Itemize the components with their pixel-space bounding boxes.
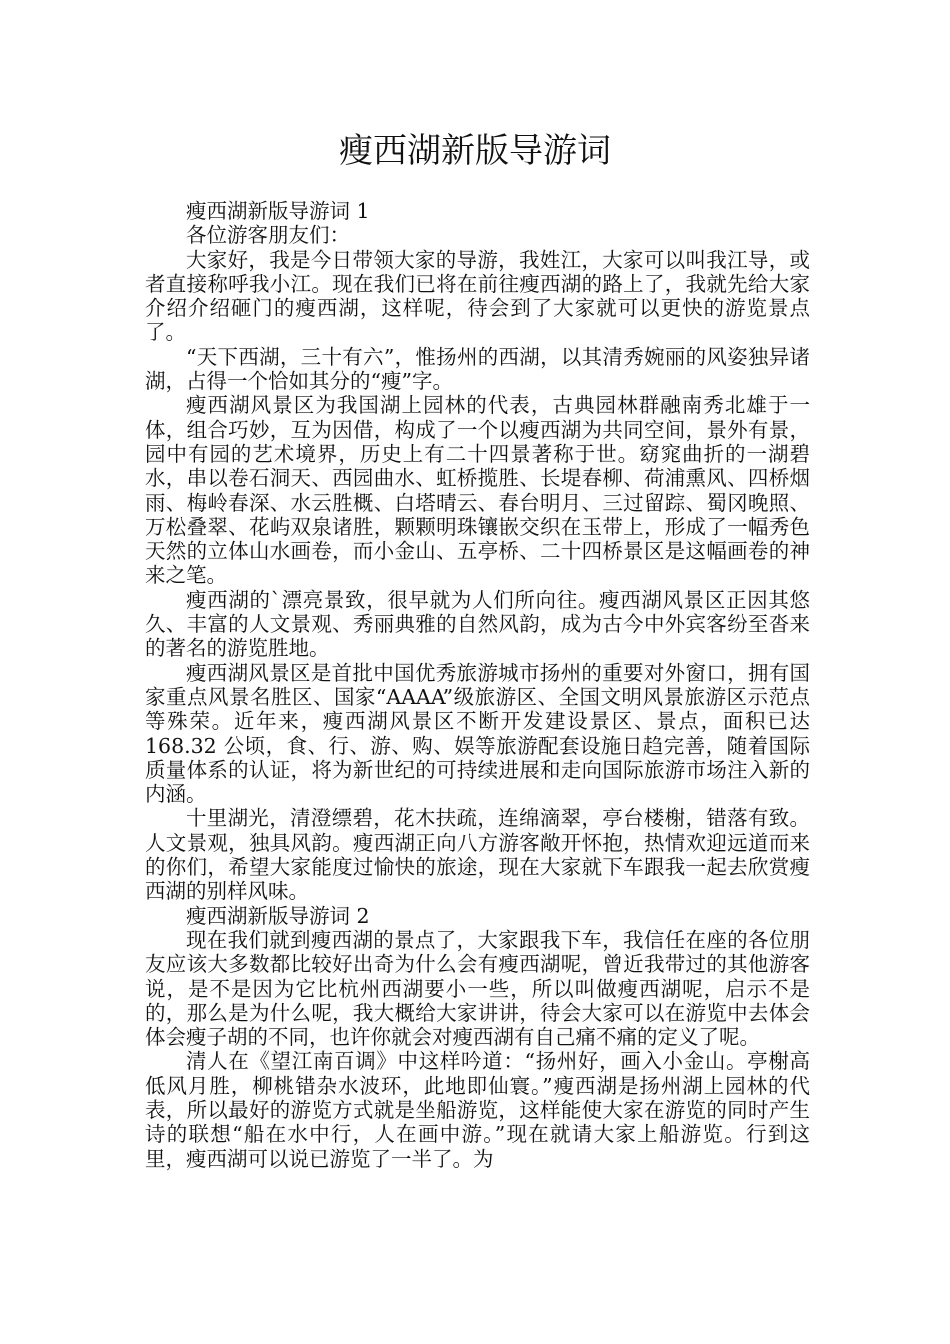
body-paragraph: “天下西湖，三十有六”，惟扬州的西湖，以其清秀婉丽的风姿独异诸湖，占得一个恰如其分的“瘦”字。 (145, 344, 810, 394)
body-paragraph: 现在我们就到瘦西湖的景点了，大家跟我下车，我信任在座的各位朋友应该大多数都比较好出奇为什么会有瘦西湖呢，曾近我带过的其他游客说，是不是因为它比杭州西湖要小一些，所以叫做瘦西湖呢，启示不是的，那么是为什么呢，我大概给大家讲讲，待会大家可以在游览中去体会体会瘦子胡的不同，也许你就会对瘦西湖有自己痛不痛的定义了呢。 (145, 927, 810, 1050)
body-paragraph: 大家好，我是今日带领大家的导游，我姓江，大家可以叫我江导，或者直接称呼我小江。现在我们已将在前往瘦西湖的路上了，我就先给大家介绍介绍砸门的瘦西湖，这样呢，待会到了大家就可以更快的游览景点了。 (145, 247, 810, 345)
body-paragraph: 十里湖光，清澄缥碧，花木扶疏，连绵滴翠，亭台楼榭，错落有致。人文景观，独具风韵。瘦西湖正向八方游客敞开怀抱，热情欢迎远道而来的你们，希望大家能度过愉快的旅途，现在大家就下车跟我一起去欣赏瘦西湖的别样风味。 (145, 806, 810, 904)
body-paragraph: 瘦西湖的`漂亮景致，很早就为人们所向往。瘦西湖风景区正因其悠久、丰富的人文景观、秀丽典雅的自然风韵，成为古今中外宾客纷至沓来的著名的游览胜地。 (145, 587, 810, 661)
greeting-paragraph: 各位游客朋友们： (186, 223, 350, 248)
body-paragraph: 瘦西湖风景区是首批中国优秀旅游城市扬州的重要对外窗口，拥有国家重点风景名胜区、国家“AAAA”级旅游区、全国文明风景旅游区示范点等殊荣。近年来，瘦西湖风景区不断开发建设景区、景点，面积已达 168.32 公顷，食、行、游、购、娱等旅游配套设施日趋完善，随着国际质量体系的认证，将为新世纪的可持续进展和走向国际旅游市场注入新的内涵。 (145, 660, 810, 807)
body-paragraph: 清人在《望江南百调》中这样吟道：“扬州好，画入小金山。亭榭高低风月胜，柳桃错杂水波环，此地即仙寰。”瘦西湖是扬州湖上园林的代表，所以最好的游览方式就是坐船游览，这样能使大家在游览的同时产生诗的联想“船在水中行，人在画中游。”现在就请大家上船游览。行到这里，瘦西湖可以说已游览了一半了。为 (145, 1049, 810, 1171)
body-paragraph: 瘦西湖风景区为我国湖上园林的代表，古典园林群融南秀北雄于一体，组合巧妙，互为因借，构成了一个以瘦西湖为共同空间，景外有景，园中有园的艺术境界，历史上有二十四景著称于世。窈窕曲折的一湖碧水，串以卷石洞天、西园曲水、虹桥揽胜、长堤春柳、荷浦熏风、四桥烟雨、梅岭春深、水云胜概、白塔晴云、春台明月、三过留踪、蜀冈晚照、万松叠翠、花屿双泉诸胜，颗颗明珠镶嵌交织在玉带上，形成了一幅秀色天然的立体山水画卷，而小金山、五亭桥、二十四桥景区是这幅画卷的神来之笔。 (145, 393, 810, 588)
document-title: 瘦西湖新版导游词 (339, 131, 611, 171)
section-heading-1: 瘦西湖新版导游词 1 (186, 199, 370, 223)
document-body (145, 199, 810, 1171)
section-heading-2: 瘦西湖新版导游词 2 (186, 903, 370, 928)
